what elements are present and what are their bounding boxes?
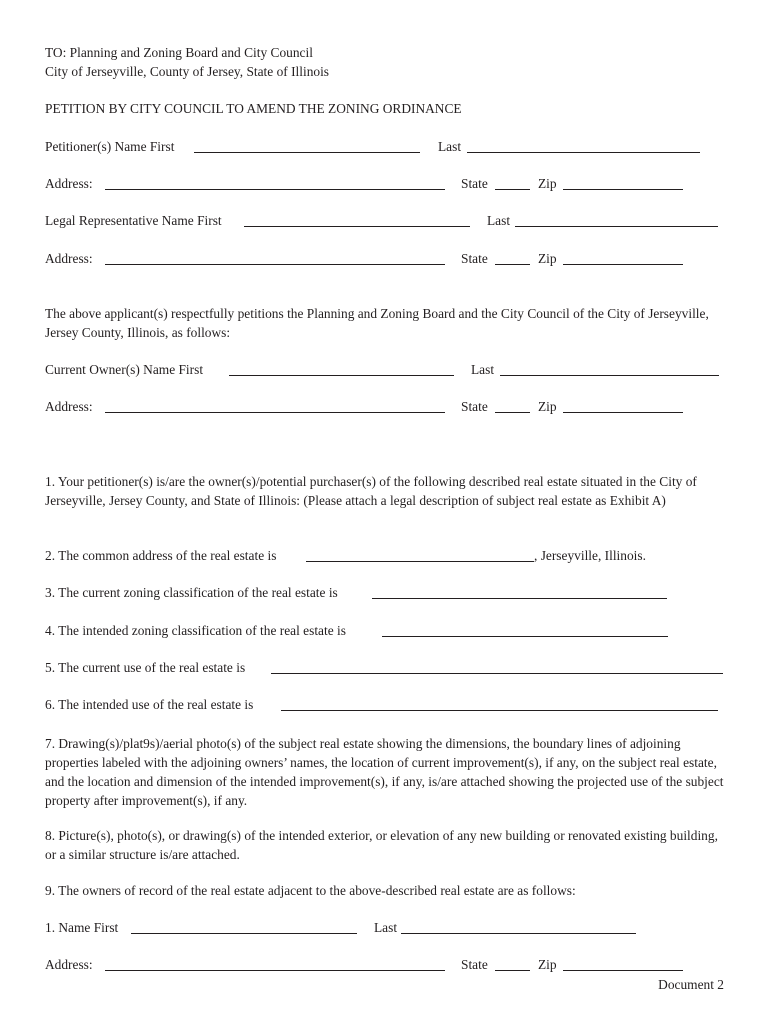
petitioner-last-field[interactable] xyxy=(467,139,700,153)
adjacent-state-field[interactable] xyxy=(495,957,530,971)
petitioner-address-label: Address: xyxy=(45,176,93,191)
current-use-field[interactable] xyxy=(271,660,723,674)
adjacent-state-label: State xyxy=(461,957,488,972)
petitioner-state-label: State xyxy=(461,176,488,191)
owner-last-label: Last xyxy=(471,362,495,377)
owner-address-field[interactable] xyxy=(105,399,445,413)
item-2-suffix: , Jerseyville, Illinois. xyxy=(534,548,646,563)
adjacent-address-field[interactable] xyxy=(105,957,445,971)
adjacent-zip-label: Zip xyxy=(538,957,557,972)
page-title: PETITION BY CITY COUNCIL TO AMEND THE ZONING ORDINANCE xyxy=(45,101,462,116)
common-address-field[interactable] xyxy=(306,548,534,562)
adjacent-owner-first-label: 1. Name First xyxy=(45,920,119,935)
owner-zip-field[interactable] xyxy=(563,399,683,413)
item-8-statement: 8. Picture(s), photo(s), or drawing(s) of the intended exterior, or elevation of any new building or renovated existing building, or a similar structure is/are attached. xyxy=(45,828,718,862)
current-zoning-field[interactable] xyxy=(372,585,667,599)
petitioner-last-label: Last xyxy=(438,139,462,154)
intended-use-field[interactable] xyxy=(281,697,718,711)
owner-state-field[interactable] xyxy=(495,399,530,413)
owner-last-field[interactable] xyxy=(500,362,719,376)
item-6-label: 6. The intended use of the real estate is xyxy=(45,697,254,712)
petitioner-zip-label: Zip xyxy=(538,176,557,191)
legal-rep-state-label: State xyxy=(461,251,488,266)
owner-first-label: Current Owner(s) Name First xyxy=(45,362,204,377)
legal-rep-last-label: Last xyxy=(487,213,511,228)
item-2-label: 2. The common address of the real estate is xyxy=(45,548,277,563)
petitioner-zip-field[interactable] xyxy=(563,176,683,190)
petitioner-state-field[interactable] xyxy=(495,176,530,190)
intended-zoning-field[interactable] xyxy=(382,623,668,637)
legal-rep-address-label: Address: xyxy=(45,251,93,266)
adjacent-owner-first-field[interactable] xyxy=(131,920,357,934)
item-9-statement: 9. The owners of record of the real estate adjacent to the above-described real estate are as follows: xyxy=(45,883,576,898)
adjacent-owner-last-field[interactable] xyxy=(401,920,636,934)
document-number: Document 2 xyxy=(658,977,724,992)
legal-rep-first-field[interactable] xyxy=(244,213,470,227)
adjacent-owner-last-label: Last xyxy=(374,920,398,935)
legal-rep-zip-field[interactable] xyxy=(563,251,683,265)
owner-zip-label: Zip xyxy=(538,399,557,414)
jurisdiction-line: City of Jerseyville, County of Jersey, State of Illinois xyxy=(45,64,330,79)
addressee-line: TO: Planning and Zoning Board and City Council xyxy=(45,45,313,60)
legal-rep-zip-label: Zip xyxy=(538,251,557,266)
adjacent-address-label: Address: xyxy=(45,957,93,972)
adjacent-zip-field[interactable] xyxy=(563,957,683,971)
legal-rep-last-field[interactable] xyxy=(515,213,718,227)
item-7-statement: 7. Drawing(s)/plat9s)/aerial photo(s) of the subject real estate showing the dimensions, the boundary lines of adjoining properties labeled with the adjoining owners’ names, the location of current improvement(s), if any, on the subject real estate, and the location and dimension of the intended improvement(s), if any, is/are attached showing the projected use of the subject property after improvement(s), if any. xyxy=(45,736,724,808)
owner-first-field[interactable] xyxy=(229,362,454,376)
petitioner-first-label: Petitioner(s) Name First xyxy=(45,139,175,154)
legal-rep-state-field[interactable] xyxy=(495,251,530,265)
owner-address-label: Address: xyxy=(45,399,93,414)
legal-rep-first-label: Legal Representative Name First xyxy=(45,213,222,228)
legal-rep-address-field[interactable] xyxy=(105,251,445,265)
item-1-statement: 1. Your petitioner(s) is/are the owner(s)/potential purchaser(s) of the following described real estate situated in the City of Jerseyville, Jersey County, and State of Illinois: (Please attach a legal description of subject real estate as Exhibit A) xyxy=(45,474,697,508)
owner-state-label: State xyxy=(461,399,488,414)
item-5-label: 5. The current use of the real estate is xyxy=(45,660,246,675)
item-4-label: 4. The intended zoning classification of the real estate is xyxy=(45,623,346,638)
petitioner-address-field[interactable] xyxy=(105,176,445,190)
petitioner-first-field[interactable] xyxy=(194,139,420,153)
item-3-label: 3. The current zoning classification of the real estate is xyxy=(45,585,338,600)
applicant-statement: The above applicant(s) respectfully petitions the Planning and Zoning Board and the City Council of the City of Jerseyville, Jersey County, Illinois, as follows: xyxy=(45,306,709,340)
